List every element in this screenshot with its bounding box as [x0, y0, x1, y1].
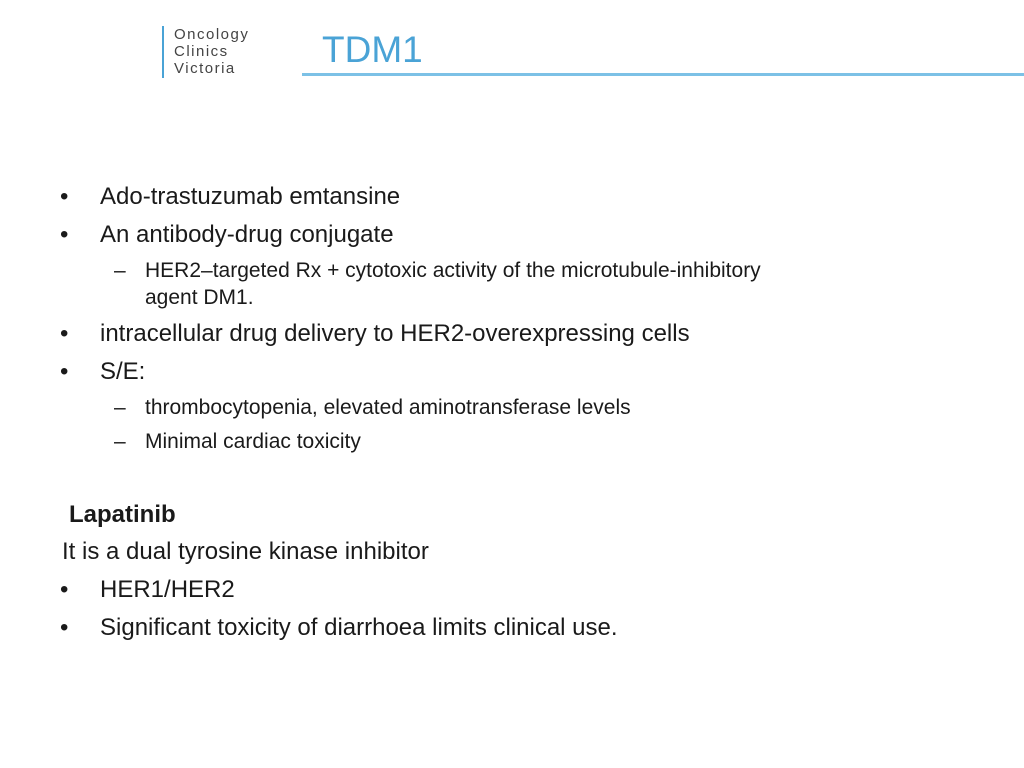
bullet-marker: •	[60, 614, 69, 641]
bullet-text: S/E:	[100, 358, 146, 385]
title-underline	[302, 73, 1024, 76]
bullet-marker: •	[60, 320, 69, 347]
dash-marker: –	[114, 259, 126, 282]
lapatinib-description: It is a dual tyrosine kinase inhibitor	[62, 538, 429, 565]
logo-line-2: Clinics	[174, 43, 229, 60]
logo-line-3: Victoria	[174, 60, 236, 77]
bullet-text: intracellular drug delivery to HER2-overexpressing cells	[100, 320, 690, 347]
sub-bullet-text: agent DM1.	[145, 286, 254, 309]
logo-line-1: Oncology	[174, 26, 250, 43]
logo-text	[174, 26, 249, 78]
bullet-marker: •	[60, 221, 69, 248]
bullet-marker: •	[60, 358, 69, 385]
bullet-marker: •	[60, 183, 69, 210]
bullet-text: An antibody-drug conjugate	[100, 221, 394, 248]
logo-divider	[162, 26, 164, 78]
dash-marker: –	[114, 430, 126, 453]
sub-bullet-text: HER2–targeted Rx + cytotoxic activity of the microtubule-inhibitory	[145, 259, 761, 282]
bullet-text: HER1/HER2	[100, 576, 235, 603]
clinic-logo	[162, 26, 249, 78]
sub-bullet-text: thrombocytopenia, elevated aminotransferase levels	[145, 396, 631, 419]
bullet-text: Ado-trastuzumab emtansine	[100, 183, 401, 210]
sub-bullet-text: Minimal cardiac toxicity	[145, 430, 361, 453]
slide-title: TDM1	[322, 29, 423, 70]
bullet-text: Significant toxicity of diarrhoea limits clinical use.	[100, 614, 618, 641]
dash-marker: –	[114, 396, 126, 419]
lapatinib-heading: Lapatinib	[69, 501, 176, 528]
bullet-marker: •	[60, 576, 69, 603]
